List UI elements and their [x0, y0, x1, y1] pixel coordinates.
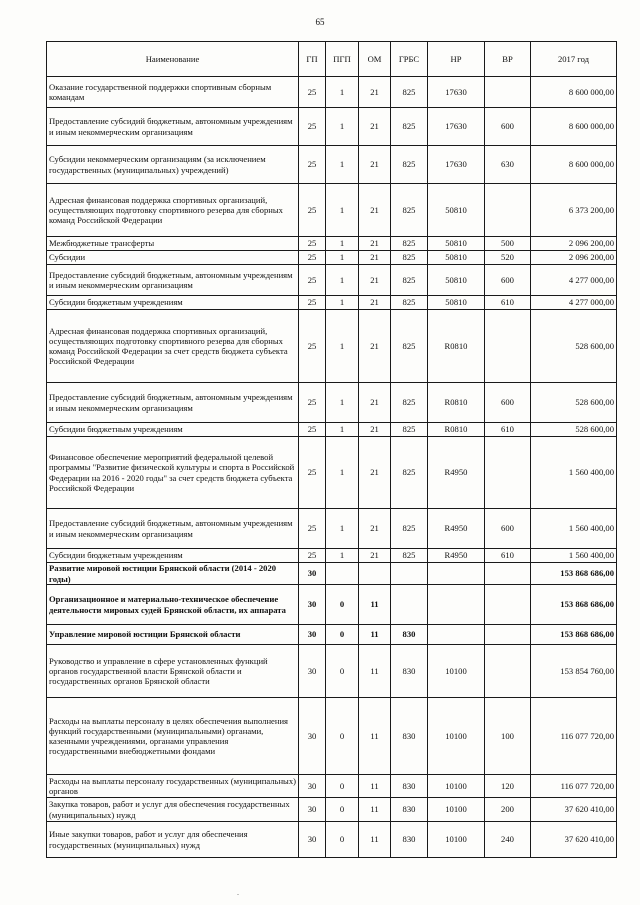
- cell-om: 21: [359, 108, 391, 146]
- table-row: [47, 310, 617, 383]
- cell-name: Руководство и управление в сфере установленных функций органов государственной власти Брянской области и государственных органов Брянской области: [47, 645, 299, 698]
- cell-pgp: 1: [326, 310, 359, 383]
- cell-amount: 8 600 000,00: [531, 108, 617, 146]
- cell-gp: 25: [299, 310, 326, 383]
- table-body: [47, 77, 617, 858]
- cell-vr: 120: [485, 775, 531, 798]
- cell-nr: [428, 585, 485, 625]
- cell-amount: 528 600,00: [531, 383, 617, 423]
- cell-amount: 1 560 400,00: [531, 437, 617, 509]
- cell-om: 11: [359, 625, 391, 645]
- header-name: Наименование: [47, 42, 299, 77]
- cell-nr: R0810: [428, 423, 485, 437]
- cell-vr: 610: [485, 423, 531, 437]
- cell-vr: 500: [485, 237, 531, 251]
- cell-pgp: 0: [326, 822, 359, 858]
- cell-amount: 116 077 720,00: [531, 698, 617, 775]
- cell-vr: [485, 585, 531, 625]
- header-vr: ВР: [485, 42, 531, 77]
- cell-amount: 2 096 200,00: [531, 237, 617, 251]
- cell-grbs: 830: [391, 645, 428, 698]
- cell-gp: 25: [299, 423, 326, 437]
- cell-name: Управление мировой юстиции Брянской области: [47, 625, 299, 645]
- table-row: [47, 698, 617, 775]
- cell-grbs: 825: [391, 310, 428, 383]
- cell-nr: 17630: [428, 108, 485, 146]
- cell-grbs: 825: [391, 296, 428, 310]
- cell-om: 21: [359, 549, 391, 563]
- cell-om: 11: [359, 798, 391, 822]
- cell-vr: 200: [485, 798, 531, 822]
- cell-amount: 528 600,00: [531, 310, 617, 383]
- header-year-2017: 2017 год: [531, 42, 617, 77]
- cell-name: Расходы на выплаты персоналу в целях обеспечения выполнения функций государственными (муниципальными) органами, казенными учреждениями, органами управления государственными внебюджетными фондами: [47, 698, 299, 775]
- table-row: [47, 108, 617, 146]
- cell-om: 11: [359, 775, 391, 798]
- table-row: [47, 549, 617, 563]
- cell-grbs: 825: [391, 383, 428, 423]
- cell-name: Адресная финансовая поддержка спортивных организаций, осуществляющих подготовку спортивного резерва для сборных команд Российской Федерации за счет средств бюджета субъекта Российской Федерации: [47, 310, 299, 383]
- cell-nr: [428, 563, 485, 585]
- cell-vr: [485, 184, 531, 237]
- cell-name: Субсидии бюджетным учреждениям: [47, 549, 299, 563]
- cell-gp: 25: [299, 184, 326, 237]
- scan-mark: .: [237, 888, 239, 897]
- cell-pgp: 1: [326, 77, 359, 108]
- header-row: [47, 42, 617, 77]
- cell-nr: 10100: [428, 775, 485, 798]
- cell-grbs: 830: [391, 798, 428, 822]
- cell-pgp: 1: [326, 383, 359, 423]
- cell-om: 21: [359, 265, 391, 296]
- cell-pgp: [326, 563, 359, 585]
- table-row: [47, 146, 617, 184]
- header-grbs: ГРБС: [391, 42, 428, 77]
- table-row: [47, 296, 617, 310]
- cell-pgp: 1: [326, 146, 359, 184]
- cell-vr: [485, 645, 531, 698]
- cell-gp: 25: [299, 549, 326, 563]
- cell-om: 21: [359, 184, 391, 237]
- table-row: [47, 585, 617, 625]
- table-row: [47, 423, 617, 437]
- table-row: [47, 509, 617, 549]
- cell-om: 21: [359, 423, 391, 437]
- cell-pgp: 1: [326, 437, 359, 509]
- table-row: [47, 645, 617, 698]
- table-header: [47, 42, 617, 77]
- cell-name: Организационное и материально-техническое обеспечение деятельности мировых судей Брянской области, их аппарата: [47, 585, 299, 625]
- cell-vr: [485, 563, 531, 585]
- cell-grbs: 825: [391, 237, 428, 251]
- table-row: [47, 625, 617, 645]
- cell-amount: 4 277 000,00: [531, 296, 617, 310]
- cell-pgp: 0: [326, 625, 359, 645]
- cell-pgp: 1: [326, 265, 359, 296]
- cell-grbs: 825: [391, 184, 428, 237]
- cell-gp: 25: [299, 509, 326, 549]
- cell-vr: [485, 625, 531, 645]
- cell-nr: R0810: [428, 310, 485, 383]
- cell-om: 21: [359, 383, 391, 423]
- cell-nr: R0810: [428, 383, 485, 423]
- cell-gp: 25: [299, 265, 326, 296]
- table-row: [47, 798, 617, 822]
- cell-amount: 2 096 200,00: [531, 251, 617, 265]
- cell-pgp: 1: [326, 296, 359, 310]
- cell-nr: 50810: [428, 296, 485, 310]
- cell-nr: 50810: [428, 237, 485, 251]
- cell-grbs: 825: [391, 509, 428, 549]
- header-nr: НР: [428, 42, 485, 77]
- cell-om: 11: [359, 698, 391, 775]
- cell-vr: 600: [485, 265, 531, 296]
- cell-name: Субсидии: [47, 251, 299, 265]
- cell-om: 21: [359, 437, 391, 509]
- cell-nr: R4950: [428, 509, 485, 549]
- cell-grbs: 830: [391, 775, 428, 798]
- cell-vr: 520: [485, 251, 531, 265]
- cell-gp: 30: [299, 585, 326, 625]
- cell-nr: 17630: [428, 146, 485, 184]
- cell-nr: 17630: [428, 77, 485, 108]
- table-row: [47, 251, 617, 265]
- cell-gp: 30: [299, 563, 326, 585]
- cell-grbs: 825: [391, 146, 428, 184]
- budget-table: [46, 41, 617, 858]
- cell-grbs: 825: [391, 251, 428, 265]
- cell-vr: 610: [485, 296, 531, 310]
- cell-vr: 600: [485, 108, 531, 146]
- cell-vr: [485, 437, 531, 509]
- table-row: [47, 184, 617, 237]
- cell-gp: 30: [299, 775, 326, 798]
- cell-nr: R4950: [428, 549, 485, 563]
- cell-om: [359, 563, 391, 585]
- cell-gp: 25: [299, 146, 326, 184]
- cell-om: 21: [359, 77, 391, 108]
- cell-om: 21: [359, 296, 391, 310]
- cell-amount: 153 868 686,00: [531, 563, 617, 585]
- cell-name: Финансовое обеспечение мероприятий федеральной целевой программы "Развитие физической культуры и спорта в Российской Федерации на 2016 - 2020 годы" за счет средств бюджета субъекта Российской Федерации: [47, 437, 299, 509]
- cell-amount: 6 373 200,00: [531, 184, 617, 237]
- cell-name: Развитие мировой юстиции Брянской области (2014 - 2020 годы): [47, 563, 299, 585]
- cell-grbs: 825: [391, 437, 428, 509]
- page-number: 65: [315, 17, 325, 27]
- cell-name: Субсидии бюджетным учреждениям: [47, 296, 299, 310]
- table-row: [47, 775, 617, 798]
- header-om: ОМ: [359, 42, 391, 77]
- cell-amount: 528 600,00: [531, 423, 617, 437]
- cell-name: Оказание государственной поддержки спортивным сборным командам: [47, 77, 299, 108]
- cell-nr: 10100: [428, 798, 485, 822]
- cell-name: Межбюджетные трансферты: [47, 237, 299, 251]
- cell-name: Предоставление субсидий бюджетным, автономным учреждениям и иным некоммерческим организациям: [47, 265, 299, 296]
- cell-amount: 37 620 410,00: [531, 798, 617, 822]
- cell-name: Предоставление субсидий бюджетным, автономным учреждениям и иным некоммерческим организациям: [47, 509, 299, 549]
- cell-pgp: 1: [326, 423, 359, 437]
- cell-gp: 30: [299, 798, 326, 822]
- table-row: [47, 563, 617, 585]
- cell-pgp: 1: [326, 549, 359, 563]
- cell-nr: 10100: [428, 822, 485, 858]
- cell-amount: 8 600 000,00: [531, 146, 617, 184]
- cell-name: Предоставление субсидий бюджетным, автономным учреждениям и иным некоммерческим организациям: [47, 108, 299, 146]
- cell-om: 11: [359, 645, 391, 698]
- table-row: [47, 383, 617, 423]
- cell-vr: 100: [485, 698, 531, 775]
- cell-pgp: 0: [326, 645, 359, 698]
- cell-nr: 50810: [428, 184, 485, 237]
- cell-vr: [485, 310, 531, 383]
- cell-vr: [485, 77, 531, 108]
- cell-nr: [428, 625, 485, 645]
- cell-amount: 116 077 720,00: [531, 775, 617, 798]
- cell-pgp: 0: [326, 798, 359, 822]
- cell-nr: 10100: [428, 645, 485, 698]
- cell-om: 21: [359, 146, 391, 184]
- cell-nr: 10100: [428, 698, 485, 775]
- cell-om: 21: [359, 237, 391, 251]
- cell-gp: 25: [299, 437, 326, 509]
- cell-pgp: 1: [326, 108, 359, 146]
- table-row: [47, 237, 617, 251]
- cell-gp: 25: [299, 108, 326, 146]
- cell-vr: 600: [485, 509, 531, 549]
- cell-gp: 30: [299, 698, 326, 775]
- cell-amount: 153 854 760,00: [531, 645, 617, 698]
- cell-nr: 50810: [428, 265, 485, 296]
- cell-name: Субсидии бюджетным учреждениям: [47, 423, 299, 437]
- cell-grbs: 830: [391, 698, 428, 775]
- table-row: [47, 77, 617, 108]
- cell-pgp: 0: [326, 775, 359, 798]
- cell-name: Расходы на выплаты персоналу государственных (муниципальных) органов: [47, 775, 299, 798]
- cell-name: Субсидии некоммерческим организациям (за исключением государственных (муниципальных) учреждений): [47, 146, 299, 184]
- cell-amount: 1 560 400,00: [531, 509, 617, 549]
- cell-name: Закупка товаров, работ и услуг для обеспечения государственных (муниципальных) нужд: [47, 798, 299, 822]
- cell-om: 21: [359, 310, 391, 383]
- cell-grbs: 830: [391, 822, 428, 858]
- cell-grbs: 825: [391, 423, 428, 437]
- cell-om: 11: [359, 822, 391, 858]
- cell-amount: 4 277 000,00: [531, 265, 617, 296]
- cell-nr: R4950: [428, 437, 485, 509]
- cell-om: 21: [359, 251, 391, 265]
- cell-vr: 610: [485, 549, 531, 563]
- table-row: [47, 822, 617, 858]
- cell-name: Иные закупки товаров, работ и услуг для обеспечения государственных (муниципальных) нужд: [47, 822, 299, 858]
- cell-gp: 25: [299, 77, 326, 108]
- cell-amount: 153 868 686,00: [531, 625, 617, 645]
- cell-om: 21: [359, 509, 391, 549]
- cell-gp: 25: [299, 383, 326, 423]
- cell-gp: 30: [299, 822, 326, 858]
- cell-pgp: 1: [326, 509, 359, 549]
- cell-vr: 240: [485, 822, 531, 858]
- cell-gp: 25: [299, 237, 326, 251]
- table-row: [47, 437, 617, 509]
- cell-pgp: 1: [326, 184, 359, 237]
- cell-amount: 1 560 400,00: [531, 549, 617, 563]
- cell-pgp: 0: [326, 585, 359, 625]
- header-pgp: ПГП: [326, 42, 359, 77]
- cell-grbs: 825: [391, 77, 428, 108]
- cell-amount: 37 620 410,00: [531, 822, 617, 858]
- cell-gp: 25: [299, 251, 326, 265]
- cell-grbs: 825: [391, 265, 428, 296]
- cell-om: 11: [359, 585, 391, 625]
- table-row: [47, 265, 617, 296]
- cell-grbs: 825: [391, 549, 428, 563]
- cell-gp: 30: [299, 625, 326, 645]
- cell-amount: 153 868 686,00: [531, 585, 617, 625]
- cell-pgp: 1: [326, 251, 359, 265]
- cell-gp: 30: [299, 645, 326, 698]
- cell-grbs: 825: [391, 108, 428, 146]
- cell-name: Предоставление субсидий бюджетным, автономным учреждениям и иным некоммерческим организациям: [47, 383, 299, 423]
- cell-amount: 8 600 000,00: [531, 77, 617, 108]
- cell-grbs: 830: [391, 625, 428, 645]
- cell-pgp: 1: [326, 237, 359, 251]
- cell-nr: 50810: [428, 251, 485, 265]
- header-gp: ГП: [299, 42, 326, 77]
- cell-name: Адресная финансовая поддержка спортивных организаций, осуществляющих подготовку спортивного резерва для сборных команд Российской Федерации: [47, 184, 299, 237]
- cell-vr: 600: [485, 383, 531, 423]
- cell-grbs: [391, 585, 428, 625]
- cell-grbs: [391, 563, 428, 585]
- cell-gp: 25: [299, 296, 326, 310]
- cell-pgp: 0: [326, 698, 359, 775]
- cell-vr: 630: [485, 146, 531, 184]
